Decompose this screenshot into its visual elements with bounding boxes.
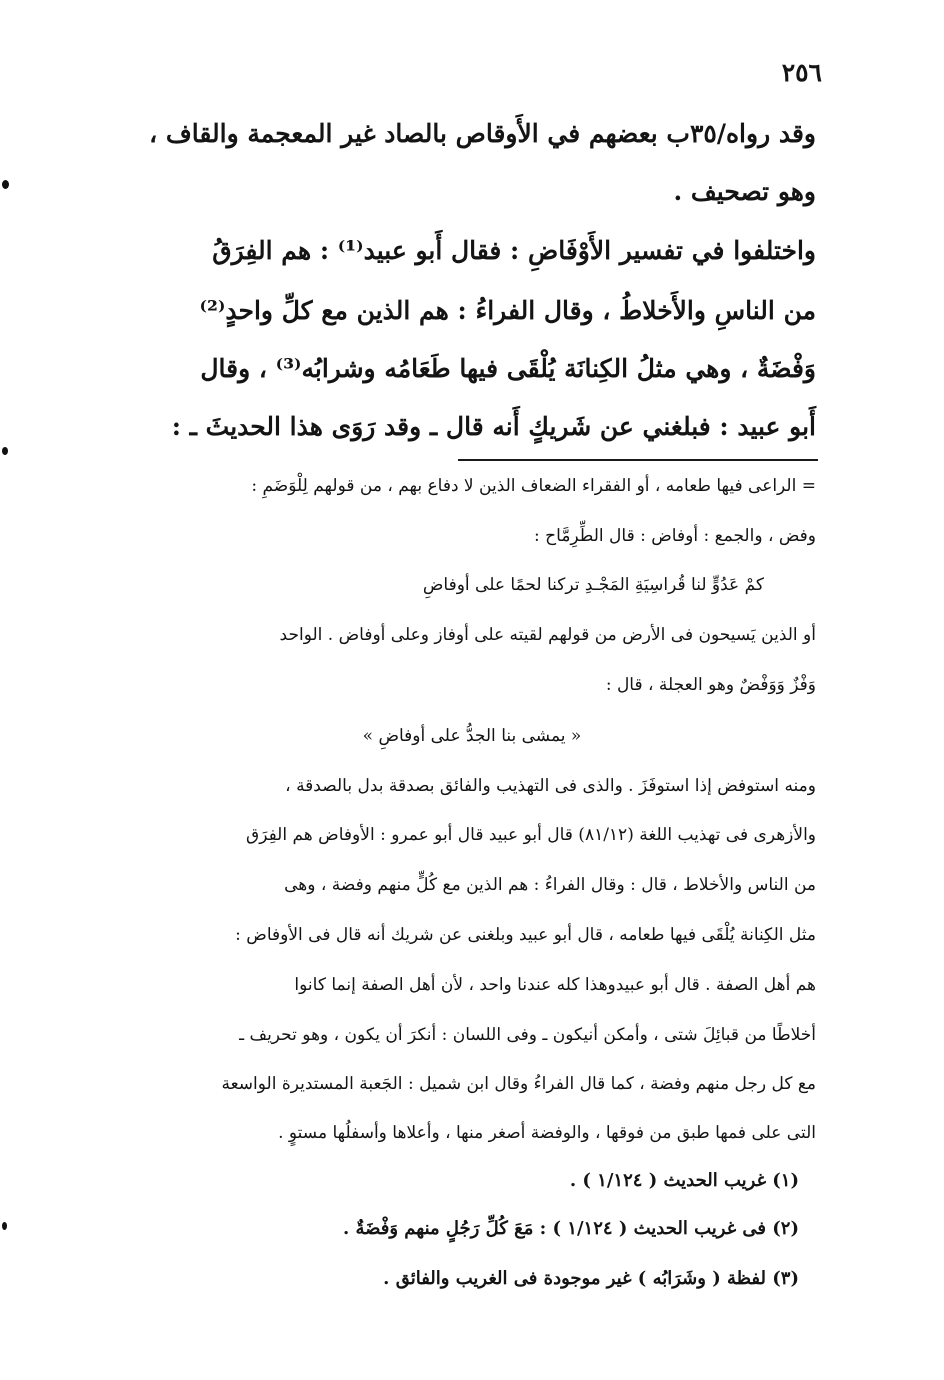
note-line: مثل الكِنانة يُلْقَى فيها طعامه ، قال أبو عبيد وبلغنى عن شريك أنه قال فى الأوفاض :: [235, 925, 816, 945]
scan-mark: [2, 1222, 7, 1230]
note-line: التى على فمها طبق من فوقها ، والوفضة أصغر منها ، وأعلاها وأسفلُها مستوٍ .: [278, 1123, 816, 1143]
main-text-line: من الناسِ والأَخلاطُ ، وقال الفراءُ : هم الذين مع كلِّ واحدٍ⁽²⁾: [199, 296, 816, 325]
poem-verse: « يمشى بنا الجدُّ على أوفاضِ »: [362, 726, 582, 746]
note-line: أخلاطًا من قبائِلَ شتى ، وأمكن أنيكون ـ وفى اللسان : أنكرَ أن يكون ، وهو تحريف ـ: [239, 1025, 816, 1045]
main-text-line: وهو تصحيف .: [673, 177, 816, 206]
footnote-3: (٣) لفظة ( وشَرَابُه ) غير موجودة فى الغريب والفائق .: [383, 1268, 799, 1289]
note-line: هم أهل الصفة . قال أبو عبيدوهذا كله عندنا واحد ، لأن أهل الصفة إنما كانوا: [294, 975, 816, 995]
note-line: من الناس والأخلاط ، قال : وقال الفراءُ : هم الذين مع كُلٍّ منهم وفضة ، وهى: [284, 875, 816, 895]
scan-mark: [2, 447, 8, 455]
note-line: = الراعى فيها طعامه ، أو الفقراء الضعاف الذين لا دفاع بهم ، من قولهم لِلْوَضَمِ :: [251, 476, 816, 496]
footnote-2: (٢) فى غريب الحديث ( ١/١٢٤ ) : مَعَ كُلِّ رَجُلٍ منهم وَفْضَةٌ .: [342, 1218, 799, 1239]
page-number: ٢٥٦: [781, 58, 822, 87]
main-text-line: وقد رواه/٣٥ب بعضهم في الأَوقاص بالصاد غير المعجمة والقاف ،: [149, 119, 816, 148]
separator-rule: [458, 459, 818, 461]
note-line: مع كل رجل منهم وفضة ، كما قال الفراءُ وقال ابن شميل : الجَعبة المستديرة الواسعة: [221, 1074, 816, 1094]
note-line: والأزهرى فى تهذيب اللغة (٨١/١٢) قال أبو عبيد قال أبو عمرو : الأوفاض هم الفِرَق: [246, 825, 816, 845]
main-text-line: وَفْضَةٌ ، وهي مثلُ الكِنانَة يُلْقَى فيها طَعَامُه وشرابُه⁽³⁾ ، وقال: [200, 354, 816, 383]
main-text-line: أَبو عبيد : فبلغني عن شَريكٍ أَنه قال ـ وقد رَوَى هذا الحديثَ ـ :: [171, 412, 816, 441]
poem-verse: كمْ عَدُوٍّ لنا قُراسِيَةِ المَجْـدِ تركنا لحمًا على أوفاضِ: [422, 575, 764, 595]
main-text-line: واختلفوا في تفسير الأَوْفَاضِ : فقال أَبو عبيد⁽¹⁾ : هم الفِرَقُ: [212, 236, 816, 265]
scan-mark: [2, 180, 9, 189]
note-line: وفض ، والجمع : أوفاض : قال الطِّرِمَّاح :: [534, 526, 816, 546]
note-line: وَفْزٌ وَوَفْضٌ وهو العجلة ، قال :: [605, 675, 816, 695]
note-line: ومنه استوفض إذا استوفَزَ . والذى فى التهذيب والفائق بصدقة بدل بالصدقة ،: [285, 776, 816, 796]
note-line: أو الذين يَسيحون فى الأرض من قولهم لقيته على أوفاز وعلى أوفاض . الواحد: [279, 625, 816, 645]
footnote-1: (١) غريب الحديث ( ١/١٢٤ ) .: [569, 1170, 799, 1191]
